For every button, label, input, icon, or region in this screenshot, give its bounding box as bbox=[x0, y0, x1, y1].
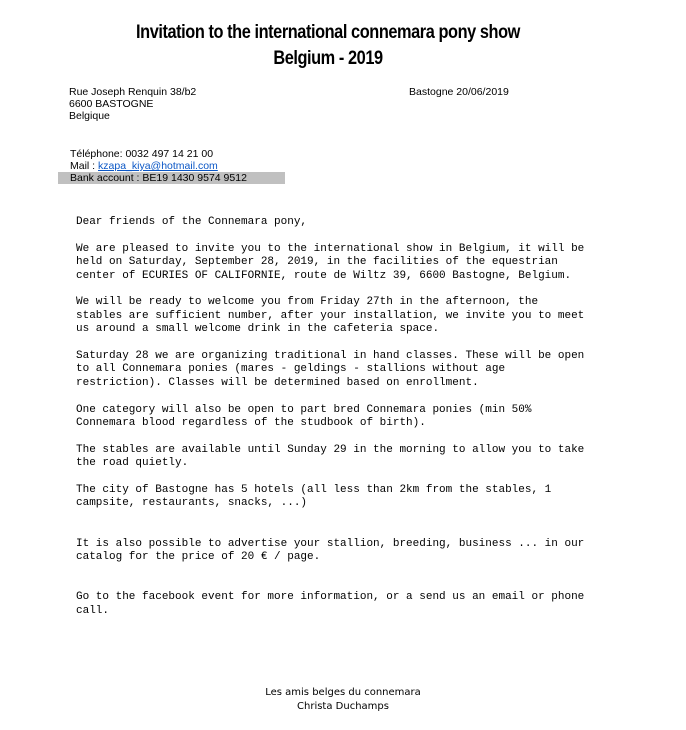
text-line: The city of Bastogne has 5 hotels (all less than 2km from the stables, 1 bbox=[76, 484, 552, 497]
text-line: us around a small welcome drink in the cafeteria space. bbox=[76, 323, 440, 336]
bank-label: Bank account : bbox=[70, 172, 143, 184]
paragraph-contact bbox=[76, 591, 646, 618]
paragraph-part-bred bbox=[76, 404, 646, 431]
text-line: Go to the facebook event for more information, or a send us an email or phone bbox=[76, 591, 585, 604]
paragraph-hotels bbox=[76, 484, 646, 511]
bank-account: BE19 1430 9574 9512 bbox=[142, 172, 247, 184]
text-line: call. bbox=[76, 604, 110, 617]
page-title: Invitation to the international connemara pony show bbox=[136, 22, 520, 43]
letter-body bbox=[76, 216, 646, 618]
address-city: 6600 BASTOGNE bbox=[69, 98, 154, 110]
place-and-date: Bastogne 20/06/2019 bbox=[409, 86, 509, 98]
text-line: the road quietly. bbox=[76, 457, 189, 470]
phone-label: Téléphone: bbox=[70, 148, 126, 160]
mail-label: Mail : bbox=[70, 160, 99, 172]
contact-block bbox=[70, 148, 285, 184]
text-line: It is also possible to advertise your stallion, breeding, business ... in our bbox=[76, 537, 585, 550]
phone-row bbox=[70, 148, 285, 160]
text-line: We will be ready to welcome you from Friday 27th in the afternoon, the bbox=[76, 296, 539, 309]
text-line: The stables are available until Sunday 29 in the morning to allow you to take bbox=[76, 443, 585, 456]
text-line: to all Connemara ponies (mares - geldings - stallions without age bbox=[76, 363, 506, 376]
mail-row bbox=[70, 160, 285, 172]
text-line: campsite, restaurants, snacks, ...) bbox=[76, 497, 308, 510]
address-street: Rue Joseph Renquin 38/b2 bbox=[69, 86, 197, 98]
text-line: restriction). Classes will be determined based on enrollment. bbox=[76, 376, 479, 389]
paragraph-stables bbox=[76, 444, 646, 471]
phone-number: 0032 497 14 21 00 bbox=[125, 148, 214, 160]
text-line: We are pleased to invite you to the international show in Belgium, it will be bbox=[76, 242, 585, 255]
text-line: One category will also be open to part bred Connemara ponies (min 50% bbox=[76, 403, 532, 416]
paragraph-advertise bbox=[76, 538, 646, 565]
paragraph-classes bbox=[76, 350, 646, 390]
text-line: center of ECURIES OF CALIFORNIE, route de Wiltz 39, 6600 Bastogne, Belgium. bbox=[76, 269, 572, 282]
text-line: held on Saturday, September 28, 2019, in the facilities of the equestrian bbox=[76, 256, 558, 269]
text-line: catalog for the price of 20 € / page. bbox=[76, 551, 321, 564]
bank-row bbox=[58, 172, 285, 184]
paragraph-welcome bbox=[76, 296, 646, 336]
signature-block bbox=[0, 686, 686, 714]
greeting: Dear friends of the Connemara pony, bbox=[76, 216, 308, 228]
paragraph-invitation bbox=[76, 243, 646, 283]
sender-address bbox=[69, 86, 196, 122]
text-line: Connemara blood regardless of the studbook of birth). bbox=[76, 417, 426, 430]
signature-org: Les amis belges du connemara bbox=[265, 687, 421, 698]
address-country: Belgique bbox=[69, 110, 110, 122]
text-line: Saturday 28 we are organizing traditional in hand classes. These will be open bbox=[76, 350, 585, 363]
email-link[interactable]: kzapa_kiya@hotmail.com bbox=[98, 160, 218, 172]
signature-name: Christa Duchamps bbox=[297, 701, 389, 712]
text-line: stables are sufficient number, after your installation, we invite you to meet bbox=[76, 309, 585, 322]
page-subtitle: Belgium - 2019 bbox=[273, 48, 383, 69]
